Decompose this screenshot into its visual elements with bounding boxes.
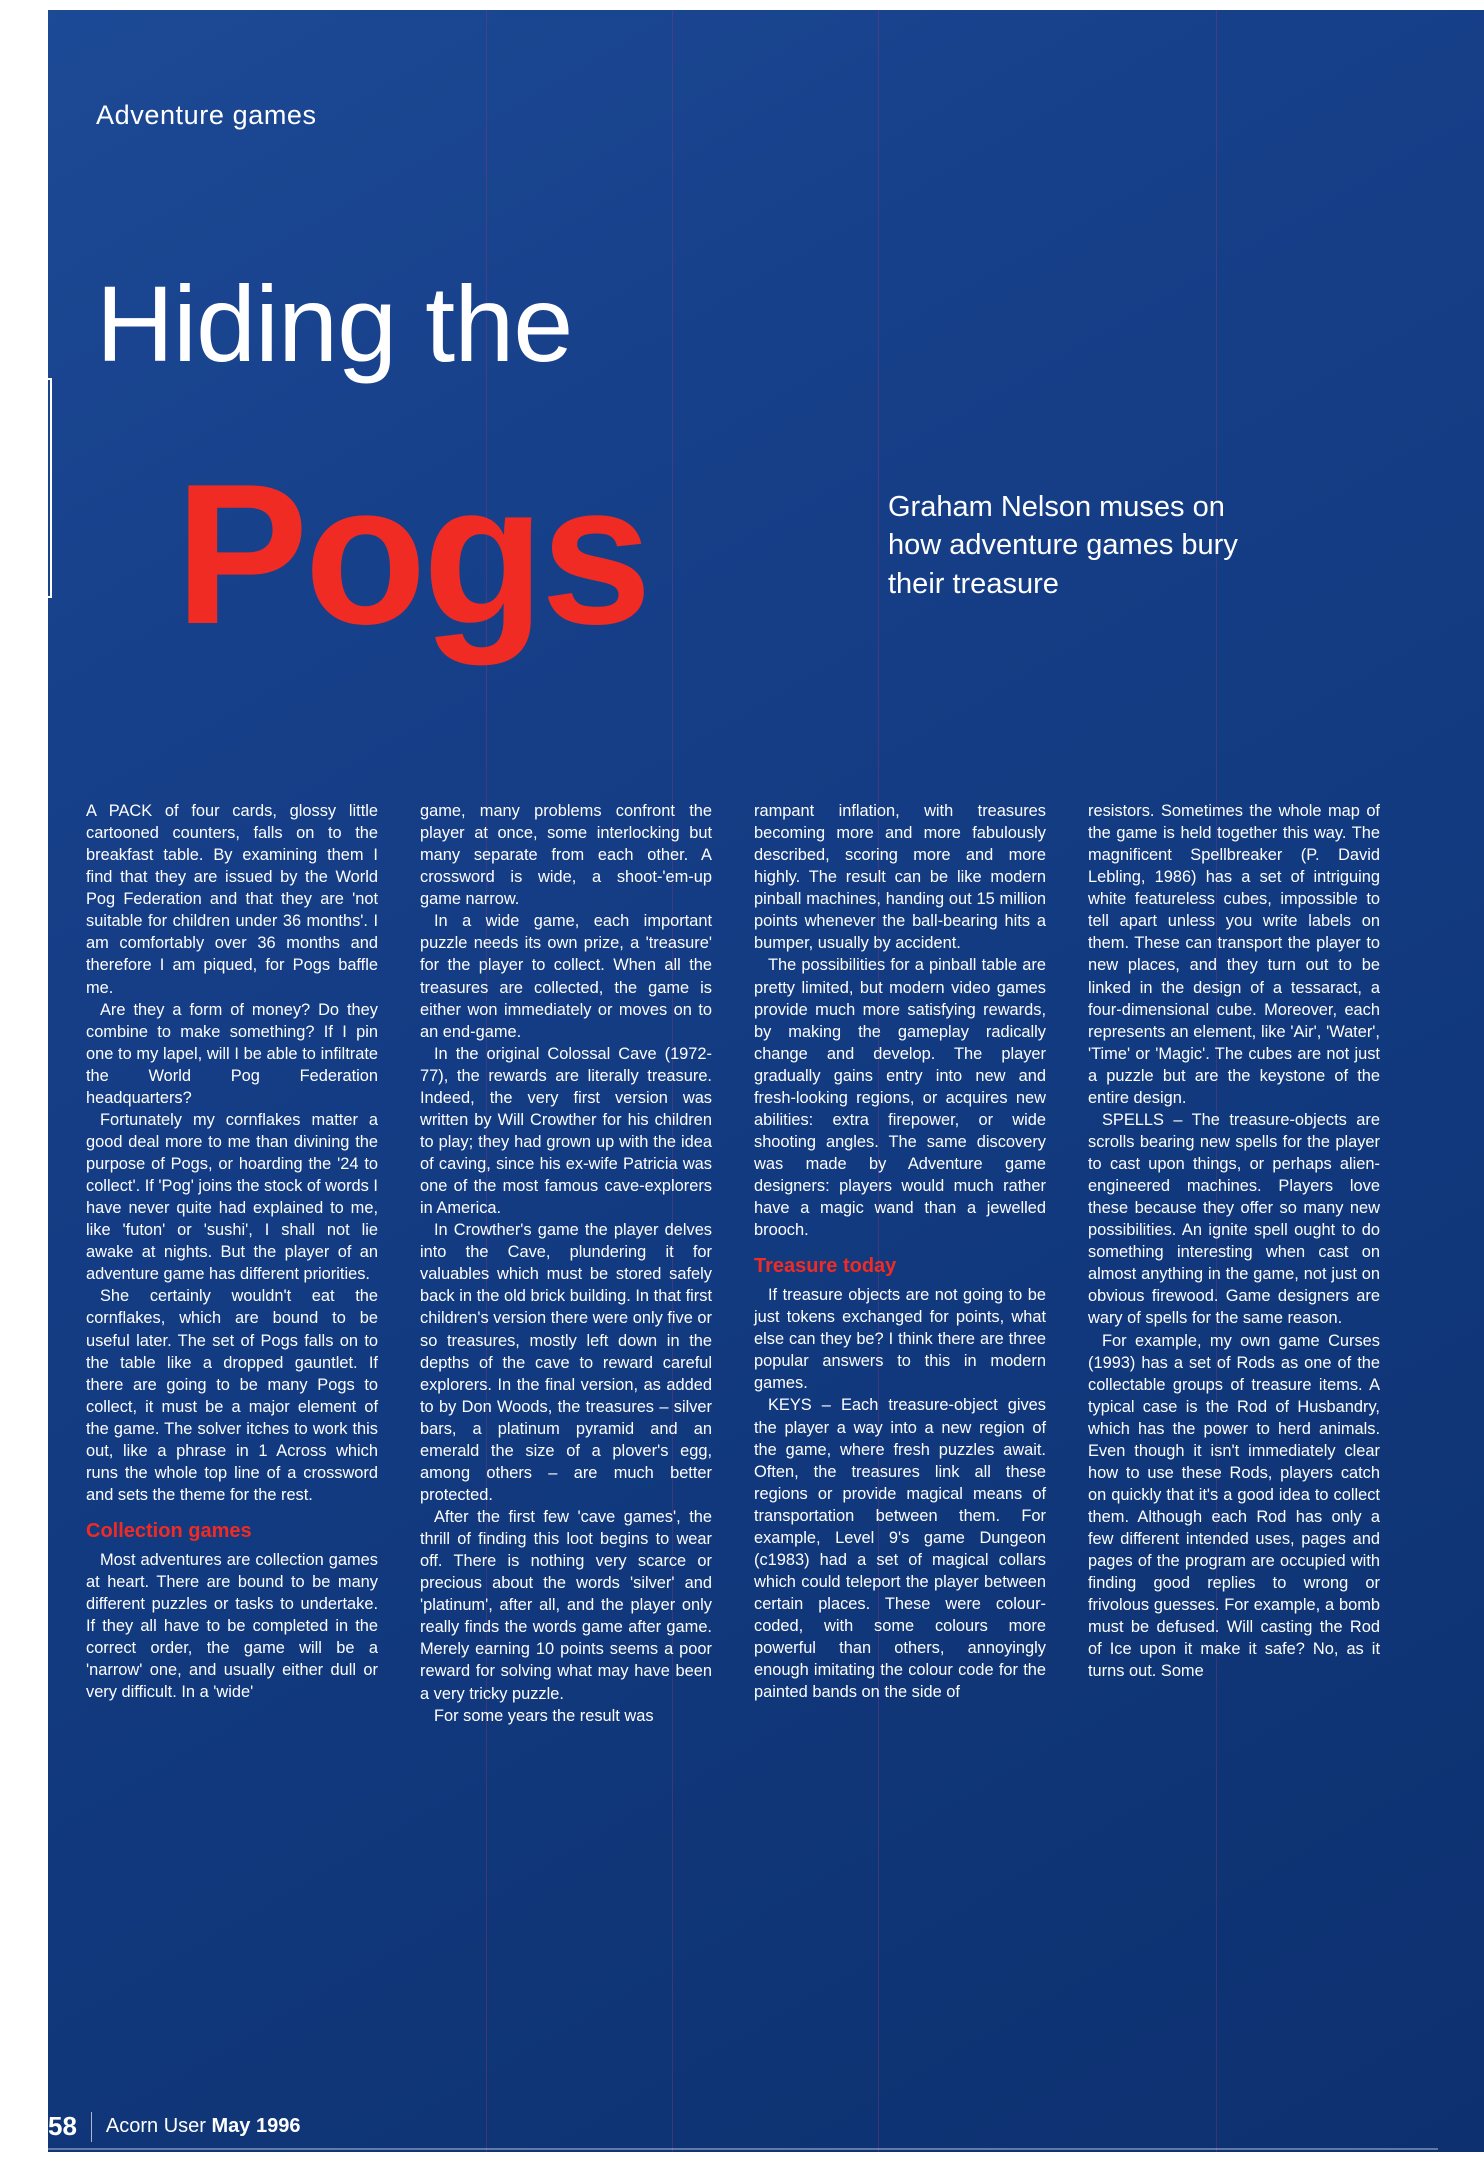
footer-divider	[91, 2112, 92, 2142]
publication-name: Acorn User	[105, 2115, 206, 2137]
text-column-1	[86, 800, 378, 2070]
paragraph: If treasure objects are not going to be just tokens exchanged for points, what else can they be? I think there are three popular answers to this in modern games.	[754, 1286, 1046, 1393]
paragraph: In the original Colossal Cave (1972-77), the rewards are literally treasure. Indeed, the very first version was written by Will Crowther for his children to play; they had grown up with the idea of caving, since his ex-wife Patricia was one of the most famous cave-explorers in America.	[420, 1044, 712, 1218]
paragraph: Are they a form of money? Do they combine to make something? If I pin one to my lapel, will I be able to infiltrate the World Pog Federation headquarters?	[86, 1000, 378, 1107]
paragraph: In Crowther's game the player delves into the Cave, plundering it for valuables which must be stored safely back in the old brick building. In that first children's version there were only five or so treasures, mostly left down in the depths of the cave to reward careful explorers. In the final version, as added to by Don Woods, the treasures – silver bars, a platinum pyramid and an emerald the size of a plover's egg, among others – are much better protected.	[420, 1221, 712, 1504]
section-tab-label: GAMES	[12, 430, 46, 546]
paragraph: In a wide game, each important puzzle needs its own prize, a 'treasure' for the player to collect. When all the treasures are collected, the game is either won immediately or moves on to an end-game.	[420, 912, 712, 1041]
text-column-2	[420, 800, 712, 2070]
paragraph: She certainly wouldn't eat the cornflakes, which are bound to be useful later. The set of Pogs falls on to the table like a dropped gauntlet. If there are going to be many Pogs to collect, it must be a major element of the game. The solver itches to work this out, like a phrase in 1 Across which runs the whole top line of a crossword and sets the theme for the rest.	[86, 1287, 378, 1504]
subheading-collection-games: Collection games	[86, 1520, 252, 1542]
footer-rule	[48, 2148, 1438, 2150]
headline-line-1: Hiding the	[96, 263, 573, 384]
article-standfirst: Graham Nelson muses on how adventure games bury their treasure	[888, 491, 1238, 600]
subheading-treasure-today: Treasure today	[754, 1255, 897, 1278]
text-column-3	[754, 800, 1046, 2070]
paragraph: For some years the result was	[434, 1706, 654, 1725]
paragraph: resistors. Sometimes the whole map of the game is held together this way. The magnificent Spellbreaker (P. David Lebling, 1986) has a set of intriguing white featureless cubes, impossible to tell apart unless you write labels on them. These can transport the player to new places, and they turn out to be linked in the design of a tessaract, a four-dimensional cube. Moreover, each represents an element, like 'Air', 'Water', 'Time' or 'Magic'. The cubes are not just a puzzle but are the keystone of the entire design.	[1088, 802, 1380, 1107]
page-margin-top	[0, 0, 1484, 10]
folio-page-number: 58	[48, 2111, 77, 2141]
paragraph: SPELLS – The treasure-objects are scrolls bearing new spells for the player to cast upon things, or perhaps alien-engineered machines. Players love these because they offer so many new possibilities. An ignite spell ought to do something interesting when cast on almost anything in the game, not just on obvious firewood. Game designers are wary of spells for the same reason.	[1088, 1110, 1380, 1328]
page-footer	[48, 2111, 688, 2142]
issue-date: May 1996	[211, 2115, 301, 2137]
paragraph: rampant inflation, with treasures becoming more and more fabulously described, scoring more and more highly. The result can be like modern pinball machines, handing out 15 million points whenever the ball-bearing hits a bumper, usually by accident.	[754, 802, 1046, 953]
paragraph: KEYS – Each treasure-object gives the player a way into a new region of the game, where fresh puzzles await. Often, the treasures link all these regions or provide magical means of transportation between them. For example, Level 9's game Dungeon (c1983) had a set of magical collars which could teleport the player between certain places. These were colour-coded, with some colours more powerful than others, annoyingly enough imitating the colour code for the painted bands on the side of	[754, 1396, 1046, 1702]
paragraph: For example, my own game Curses (1993) has a set of Rods as one of the collectable groups of treasure items. A typical case is the Rod of Husbandry, which has the power to herd animals. Even though it isn't immediately clear how to use these Rods, players catch on quickly that it's a good idea to collect them. Although each Rod has only a few different intended uses, pages and pages of the program are occupied with finding good replies to wrong or frivolous guesses. For example, a bomb must be defused. Will casting the Rod of Ice upon it make it safe? No, as it turns out. Some	[1088, 1331, 1380, 1681]
section-tab-games	[8, 378, 52, 598]
article-body	[86, 800, 1416, 2070]
paragraph: Most adventures are collection games at heart. There are bound to be many different puzzles or tasks to undertake. If they all have to be completed in the correct order, the game will be a 'narrow' one, and usually either dull or very difficult. In a 'wide'	[86, 1550, 378, 1702]
footer-publication-line	[106, 2115, 301, 2138]
headline-line-2: Pogs	[175, 443, 648, 666]
article-kicker: Adventure games	[96, 100, 317, 130]
paragraph: A PACK of four cards, glossy little cartooned counters, falls on to the breakfast table. By examining them I find that they are issued by the World Pog Federation and that they are 'not suitable for children under 36 months'. I am comfortably over 36 months and therefore I am piqued, for Pogs baffle me.	[86, 802, 378, 997]
paragraph: The possibilities for a pinball table are pretty limited, but modern video games provide much more satisfying rewards, by making the gameplay radically change and develop. The player gradually gains entry into new and fresh-looking regions, or acquires new abilities: extra firepower, or wide shooting angles. The same discovery was made by Adventure game designers: players would much rather have a magic wand than a jewelled brooch.	[754, 956, 1046, 1240]
text-column-4	[1088, 800, 1380, 2070]
paragraph: Fortunately my cornflakes matter a good deal more to me than divining the purpose of Pogs, or hoarding the '24 to collect'. If 'Pog' joins the stock of words I have never quite had explained to me, like 'futon' or 'sushi', I shall not lie awake at nights. But the player of an adventure game has different priorities.	[86, 1110, 378, 1284]
paragraph: game, many problems confront the player at once, some interlocking but many separate from each other. A crossword is wide, a shoot-'em-up game narrow.	[420, 802, 712, 909]
page-margin-bottom	[0, 2152, 1484, 2160]
paragraph: After the first few 'cave games', the thrill of finding this loot begins to wear off. There is nothing very scarce or precious about the words 'silver' and 'platinum', after all, and the player only really finds the words game after game. Merely earning 10 points seems a poor reward for solving what may have been a very tricky puzzle.	[420, 1508, 712, 1703]
page-margin-left	[0, 0, 48, 2160]
